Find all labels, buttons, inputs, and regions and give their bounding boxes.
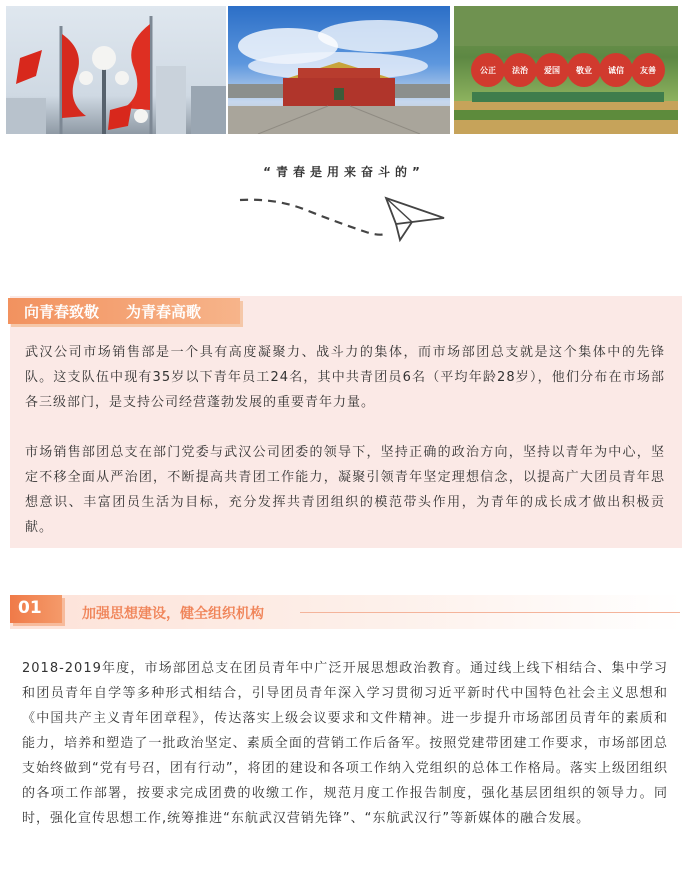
section-01-paragraph: 2018-2019年度，市场部团总支在团员青年中广泛开展思想政治教育。通过线上线下相结合、集中学习和团员青年自学等多种形式相结合，引导团员青年深入学习贯彻习近平新时代中国特色社会主义思想和《中国共产主义青年团章程》，传达落实上级会议要求和文件精神。进一步提升市场部团员青年的素质和能力，培养和塑造了一批政治坚定、素质全面的营销工作后备军。按照党建带团建工作要求，市场部团总支始终做到“党有号召，团有行动”，将团的建设和各项工作纳入党组织的总体工作格局。落实上级团组织的各项工作部署，按要求完成团费的收缴工作，规范月度工作报告制度，强化基层团组织的领导力。同时，强化宣传思想工作,统筹推进“东航武汉营销先锋”、“东航武汉行”等新媒体的融合发展。 [22,661,668,826]
section-number: 01 [18,598,42,618]
value-word: 公正 [480,66,496,75]
value-word: 法治 [512,66,528,75]
tiananmen-photo [228,6,450,134]
values-garden-photo [454,6,678,134]
section-title-a: 向青春致敬 [24,303,100,321]
quote-text: “青春是用来奋斗的” [263,165,425,179]
intro-paragraph-2: 市场销售部团总支在部门党委与武汉公司团委的领导下，坚持正确的政治方向，坚持以青年为中心，坚定不移全面从严治团，不断提高共青团工作能力，凝聚引领青年坚定理想信念，以提高广大团员青年思想意识、丰富团员生活为目标，充分发挥共青团组织的模范带头作用，为青年的成长成才做出积极贡献。 [25,445,665,535]
value-word: 诚信 [608,66,624,75]
section-title-banner [8,298,240,324]
value-word: 爱国 [544,66,560,75]
section-01-title: 加强思想建设，健全组织机构 [82,606,264,622]
value-word: 友善 [640,66,656,75]
section-number-badge [10,595,62,623]
section-title-b: 为青春高歌 [126,303,202,321]
section-01-header [10,595,682,629]
intro-paragraph-1: 武汉公司市场销售部是一个具有高度凝聚力、战斗力的集体，而市场部团总支就是这个集体中的先锋队。这支队伍中现有35岁以下青年员工24名，其中共青团员6名（平均年龄28岁），他们分布在市场部各三级部门，是支持公司经营蓬勃发展的重要青年力量。 [25,345,665,410]
flags-photo [6,6,226,134]
section-divider-line [300,612,680,613]
value-word: 敬业 [576,66,592,75]
photo-strip [6,6,682,134]
paper-plane-icon [236,188,446,246]
